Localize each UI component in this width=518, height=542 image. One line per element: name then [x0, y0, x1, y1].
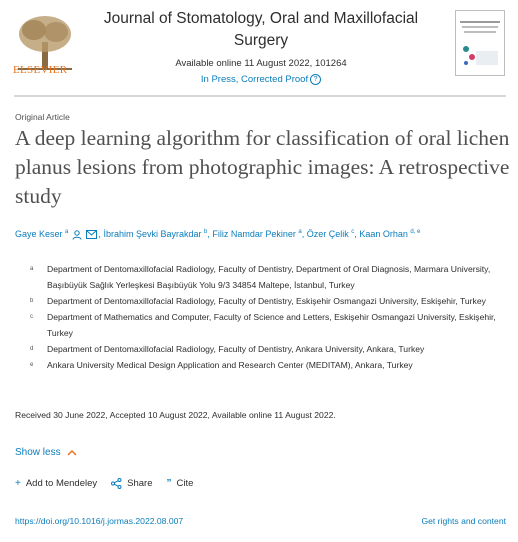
affiliation-item — [30, 261, 510, 293]
article-dates: Received 30 June 2022, Accepted 10 August 2022, Available online 11 August 2022. — [15, 410, 336, 420]
availability-text: Available online 11 August 2022, 101264 — [175, 58, 347, 69]
author-affiliation-ref[interactable]: a — [65, 229, 69, 235]
author-name-link[interactable]: İbrahim Şevki Bayrakdar — [103, 229, 202, 239]
cite-button[interactable] — [167, 478, 194, 489]
email-icon[interactable] — [86, 230, 97, 239]
author-affiliation-ref[interactable]: d, e — [410, 229, 421, 235]
journal-cover-icon[interactable] — [455, 10, 505, 76]
article-header — [0, 0, 518, 94]
affiliation-label: e — [30, 362, 34, 368]
affiliation-label: d — [30, 346, 34, 352]
affiliation-item — [30, 357, 510, 373]
person-icon[interactable] — [72, 230, 82, 240]
author-list: Gaye Keser $^a$ , İbrahim Şevki Bayrakdar $^b$, Filiz Namdar Pekiner $^a$, Özer Çelik $^c$, Kaan Orhan $^{d, e}$ — [15, 229, 421, 239]
author-affiliation-ref[interactable]: c — [351, 229, 355, 235]
author-name-link[interactable]: Gaye Keser — [15, 229, 63, 239]
show-less-label: Show less — [15, 447, 61, 458]
show-less-button[interactable] — [15, 447, 77, 458]
rights-and-content-link[interactable]: Get rights and content — [421, 516, 506, 526]
author-affiliation-ref[interactable]: a — [298, 229, 302, 235]
affiliation-label: c — [30, 314, 33, 320]
affiliation-label: a — [30, 266, 34, 272]
publisher-name: ELSEVIER — [13, 64, 68, 76]
author-name-link[interactable]: Kaan Orhan — [359, 229, 408, 239]
share-label: Share — [127, 478, 153, 489]
affiliation-list — [30, 261, 510, 373]
share-icon — [111, 478, 122, 489]
chevron-up-icon — [67, 449, 77, 456]
author-affiliation-ref[interactable]: b — [204, 229, 208, 235]
journal-title-link[interactable]: Journal of Stomatology, Oral and Maxillofacial Surgery — [103, 10, 419, 49]
help-icon[interactable]: ? — [310, 74, 321, 85]
share-button[interactable] — [111, 478, 152, 489]
affiliation-label: b — [30, 298, 34, 304]
cite-label: Cite — [176, 478, 194, 489]
article-type: Original Article — [15, 112, 70, 122]
affiliation-item — [30, 341, 510, 357]
add-to-mendeley-label: Add to Mendeley — [25, 478, 98, 489]
quote-icon: ” — [166, 478, 172, 489]
affiliation-text: Department of Dentomaxillofacial Radiology, Faculty of Dentistry, Eskişehir Osmangazi University, Eskişehir, Turkey — [47, 296, 486, 306]
author-name-link[interactable]: Filiz Namdar Pekiner — [212, 229, 296, 239]
affiliation-item — [30, 293, 510, 309]
article-actions — [15, 478, 207, 489]
header-divider — [14, 95, 506, 97]
article-title: A deep learning algorithm for classification of oral lichen planus lesions from photographic images: A retrospective study — [15, 126, 510, 208]
doi-link[interactable]: https://doi.org/10.1016/j.jormas.2022.08.007 — [15, 516, 184, 526]
article-status-text: In Press, Corrected Proof — [200, 74, 309, 86]
author-name-link[interactable]: Özer Çelik — [306, 229, 349, 239]
add-to-mendeley-button[interactable] — [15, 478, 97, 489]
affiliation-text: Ankara University Medical Design Application and Research Center (MEDITAM), Ankara, Turkey — [47, 360, 413, 370]
affiliation-text: Department of Dentomaxillofacial Radiology, Faculty of Dentistry, Department of Oral Diagnosis, Marmara University, Başıbüyük Sağlık Yerleşkesi Başıbüyük Yolu 9/3 34854 Maltepe, İstanbul, Turkey — [47, 264, 491, 290]
article-status-link[interactable] — [88, 74, 434, 85]
affiliation-item — [30, 309, 510, 341]
affiliation-text: Department of Mathematics and Computer, Faculty of Science and Letters, Eskişehir Osmangazi University, Eskişehir, Turkey — [47, 312, 496, 338]
affiliation-text: Department of Dentomaxillofacial Radiology, Faculty of Dentistry, Ankara University, Ankara, Turkey — [47, 344, 425, 354]
plus-icon: + — [15, 478, 21, 489]
